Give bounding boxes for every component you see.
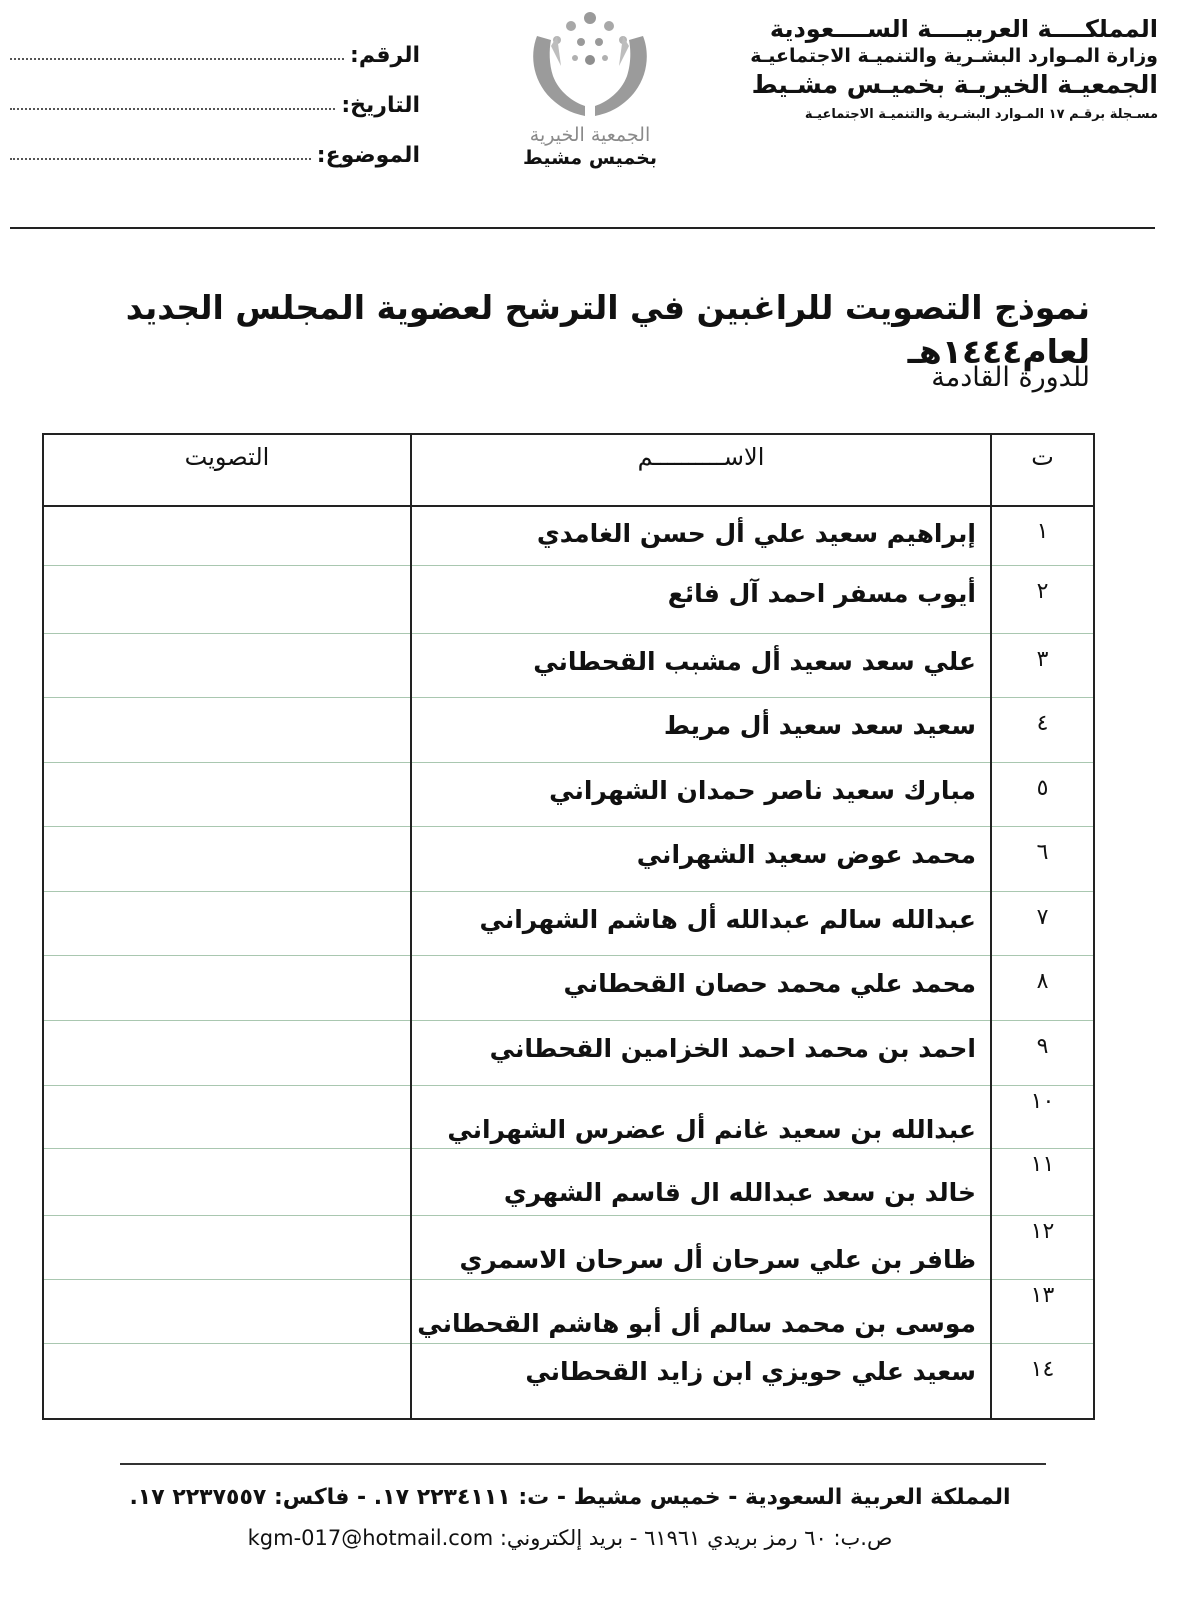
hands-logo-icon [515,6,665,124]
footer-contact-line: المملكة العربية السعودية - خميس مشيط - ت: ٢٢٣٤١١١ ١٧. - فاكس: ٢٢٣٧٥٥٧ ١٧. [129,1485,1011,1510]
candidates-table [42,433,1095,1420]
vote-cell[interactable] [44,891,410,955]
table-row [44,1279,1093,1344]
table-row [44,1215,1093,1280]
table-row [44,891,1093,956]
table-row [44,762,1093,827]
row-number: ١ [990,505,1093,565]
org-line-registration: مسـجلة برقـم ١٧ المـوارد البشـرية والتنميـة الاجتماعيـة [804,107,1158,122]
vote-cell[interactable] [44,1020,410,1085]
vote-cell[interactable] [44,633,410,697]
candidate-name: إبراهيم سعيد علي أل حسن الغامدي [410,505,990,565]
document-title: نموذج التصويت للراغبين في الترشح لعضوية المجلس الجديد لعام١٤٤٤هـ [125,288,1090,371]
footer-address-line: ص.ب: ٦٠ رمز بريدي ٦١٩٦١ - بريد إلكتروني: kgm-017@hotmail.com [247,1526,893,1550]
org-line-ministry: وزارة المـوارد البشـرية والتنميـة الاجتماعيـة [750,45,1158,67]
vote-cell[interactable] [44,1343,410,1418]
document-subtitle: للدورة القادمة [931,362,1090,393]
footer-divider [120,1463,1046,1465]
candidate-name: محمد علي محمد حصان القحطاني [410,955,990,1020]
subject-dotted-line [10,140,311,160]
header-vote: التصويت [184,443,270,471]
table-row [44,1148,1093,1216]
candidate-name: خالد بن سعد عبدالله ال قاسم الشهري [410,1148,990,1215]
header-divider [10,227,1155,229]
header-name: الاســــــــــم [410,435,990,505]
number-field [10,18,420,68]
vote-cell[interactable] [44,762,410,826]
vote-cell[interactable] [44,1279,410,1343]
date-label: التاريخ: [341,93,420,118]
candidate-name: احمد بن محمد احمد الخزامين القحطاني [410,1020,990,1085]
row-number: ٢ [990,565,1093,633]
logo-text-city: بخميس مشيط [523,147,657,169]
candidate-name: سعيد سعد سعيد أل مريط [410,697,990,762]
table-row [44,826,1093,892]
candidate-name: أيوب مسفر احمد آل فائع [410,565,990,633]
table-row [44,955,1093,1021]
vote-cell[interactable] [44,697,410,762]
table-row [44,505,1093,566]
row-number: ٩ [990,1020,1093,1085]
table-row [44,633,1093,698]
candidate-name: علي سعد سعيد أل مشبب القحطاني [410,633,990,697]
row-number: ١٠ [990,1085,1093,1148]
row-number: ١٢ [990,1215,1093,1279]
candidate-name: سعيد علي حويزي ابن زايد القحطاني [410,1343,990,1418]
reference-fields [10,18,420,168]
subject-field [10,118,420,168]
candidate-name: مبارك سعيد ناصر حمدان الشهراني [410,762,990,826]
table-row [44,697,1093,763]
row-number: ٦ [990,826,1093,891]
subject-label: الموضوع: [316,143,420,168]
date-dotted-line [10,90,335,110]
row-number: ٣ [990,633,1093,697]
vote-cell[interactable] [44,1148,410,1215]
row-number: ٤ [990,697,1093,762]
vote-cell[interactable] [44,955,410,1020]
number-dotted-line [10,40,344,60]
candidate-name: عبدالله سالم عبدالله أل هاشم الشهراني [410,891,990,955]
row-number: ١٣ [990,1279,1093,1343]
charity-logo [505,6,675,186]
row-number: ١١ [990,1148,1093,1215]
row-number: ٥ [990,762,1093,826]
candidate-name: ظافر بن علي سرحان أل سرحان الاسمري [410,1215,990,1279]
vote-cell[interactable] [44,1215,410,1279]
vote-cell[interactable] [44,505,410,565]
table-row [44,565,1093,634]
vote-cell[interactable] [44,565,410,633]
header-num: ت [990,435,1093,505]
org-line-charity: الجمعيـة الخيريـة بخميـس مشـيط [751,70,1158,99]
vote-cell[interactable] [44,1085,410,1148]
row-number: ١٤ [990,1343,1093,1418]
table-row [44,1343,1093,1418]
organization-block [738,14,1158,126]
org-line-kingdom: المملكــــة العربيــــة الســــعودية [769,15,1158,43]
table-header-row [44,435,1093,507]
table-row [44,1085,1093,1149]
number-label: الرقم: [350,43,420,68]
date-field [10,68,420,118]
candidate-name: عبدالله بن سعيد غانم أل عضرس الشهراني [410,1085,990,1148]
candidate-name: موسى بن محمد سالم أل أبو هاشم القحطاني [410,1279,990,1343]
vote-cell[interactable] [44,826,410,891]
table-row [44,1020,1093,1086]
logo-text-charity: الجمعية الخيرية [529,124,651,146]
row-number: ٨ [990,955,1093,1020]
row-number: ٧ [990,891,1093,955]
candidate-name: محمد عوض سعيد الشهراني [410,826,990,891]
